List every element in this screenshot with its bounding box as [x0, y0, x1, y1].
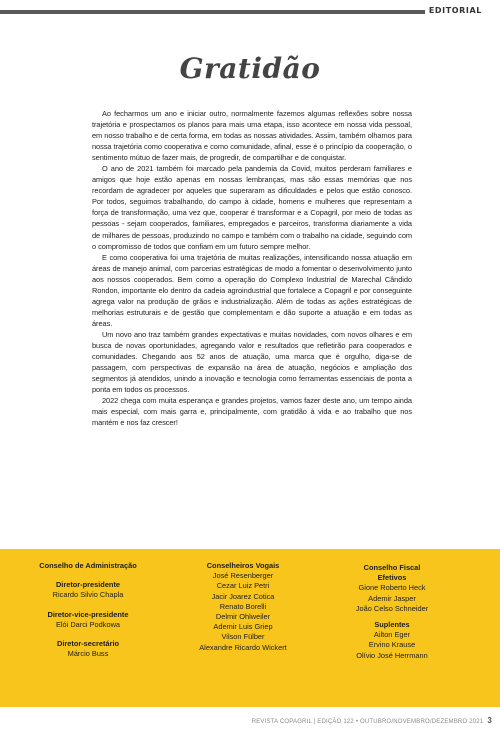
- efetivo-name: Ademir Jasper: [368, 593, 416, 603]
- suplente-name: Ervino Krause: [368, 640, 416, 650]
- suplentes-label: Suplentes: [374, 620, 410, 630]
- header-rule: [0, 10, 466, 14]
- fiscal-heading: Conselho Fiscal: [363, 563, 421, 572]
- role-name: Márcio Buss: [67, 649, 109, 659]
- section-label: EDITORIAL: [425, 4, 486, 17]
- vogal-name: Alexandre Ricardo Wickert: [199, 642, 287, 652]
- efetivo-name: João Celso Schneider: [355, 603, 429, 613]
- role-title: Diretor-vice-presidente: [47, 609, 129, 619]
- board-panel: [0, 549, 500, 707]
- paragraph: 2022 chega com muita esperança e grandes projetos, vamos fazer deste ano, um tempo ainda mais especial, com mais garra e, principalmente, com gratidão à vida e ao trabalho que nos mantém e nos faz crescer!: [92, 396, 412, 428]
- vogal-name: Ademir Luis Griep: [213, 622, 273, 632]
- vogais-council: [178, 561, 308, 653]
- role-name: Elói Darci Podkowa: [55, 619, 121, 629]
- admin-council: [18, 561, 158, 659]
- vogal-name: Renato Borelli: [219, 601, 267, 611]
- role-name: Ricardo Silvio Chapla: [52, 590, 124, 600]
- suplente-name: Olívio José Herrmann: [356, 650, 428, 660]
- page-footer: [252, 716, 492, 725]
- paragraph: O ano de 2021 também foi marcado pela pandemia da Covid, muitos perderam familiares e amigos que hoje estão apenas em nossas lembranças, mas são essas memórias que nos recordam de agradecer por aqueles que superaram as dificuldades e pelos que estão conosco. Por todos, seguimos trabalhando, do campo à cidade, homens e mulheres que representam a força de transformação, uma vez que, cooperar é transformar e a Copagril, por meio de todas as pessoas - sejam cooperados, familiares, empregados e parceiros, transforma diariamente a vida de milhares de pessoas, produzindo no campo e também com o trabalho na cidade, seguindo com o compromisso de todos que confiam em um futuro sempre melhor.: [92, 164, 412, 251]
- suplente-name: Ailton Eger: [373, 630, 411, 640]
- paragraph: E como cooperativa foi uma trajetória de muitas realizações, intensificando nossa atuação em áreas de manejo animal, com parcerias estratégicas de modo a fomentar o desenvolvimento junto aos nossos cooperados. Bem como a operação do Complexo Industrial de Marechal Cândido Rondon, importante elo dentro da cadeia agroindustrial que fortalece a Copagril e por conseguinte agrega valor na produção de grãos e industrialização. Além de todas as ações estratégicas de melhorias estruturais e de gestão que complementam e dão suporte a atuação e em todas as áreas.: [92, 252, 412, 328]
- vogal-name: Cezar Luiz Petri: [216, 581, 270, 591]
- vogal-name: José Resenberger: [212, 571, 274, 581]
- article-title: Gratidão: [179, 52, 321, 85]
- vogal-name: Jacir Joarez Cotica: [211, 591, 275, 601]
- efetivos-label: Efetivos: [377, 573, 407, 583]
- paragraph: Ao fecharmos um ano e iniciar outro, normalmente fazemos algumas reflexões sobre nossa trajetória e prospectamos os planos para mais uma etapa, isso acontece em nossa vida pessoal, em nosso trabalho e de certa forma, em todas as nossas atividades. Assim, também olhamos para nossa trajetória como cooperativa e como comunidade, afinal, esse é o princípio da cooperação, o sentimento mútuo de fazer mais, de progredir, de compartilhar e de conquistar.: [92, 109, 412, 163]
- fiscal-council: [327, 563, 457, 661]
- paragraph: Um novo ano traz também grandes expectativas e muitas novidades, com novos olhares e em busca de novas oportunidades, agregando valor e resultados que refletirão para cooperados e comunidades. Chegando aos 52 anos de atuação, uma marca que é orgulho, diga-se de passagem, com perspectivas de expansão na área de atuação, negócios e ampliação dos segmentos já atendidos, unindo a inovação e tecnologia como ferramentas essenciais de ponta a ponta em todos os processos.: [92, 329, 412, 395]
- magazine-info: REVISTA COPAGRIL | EDIÇÃO 122 • OUTUBRO/NOVEMBRO/DEZEMBRO 2021: [251, 719, 484, 725]
- article-body: [92, 108, 412, 428]
- admin-council-heading: Conselho de Administração: [39, 561, 137, 570]
- role-title: Diretor-presidente: [55, 580, 121, 590]
- role-title: Diretor-secretário: [56, 639, 120, 649]
- page-number: 3: [487, 716, 492, 725]
- vogal-name: Delmir Ohlweiler: [215, 612, 271, 622]
- vogais-heading: Conselheiros Vogais: [206, 561, 280, 570]
- efetivo-name: Gione Roberto Heck: [358, 583, 426, 593]
- vogal-name: Vilson Fülber: [221, 632, 265, 642]
